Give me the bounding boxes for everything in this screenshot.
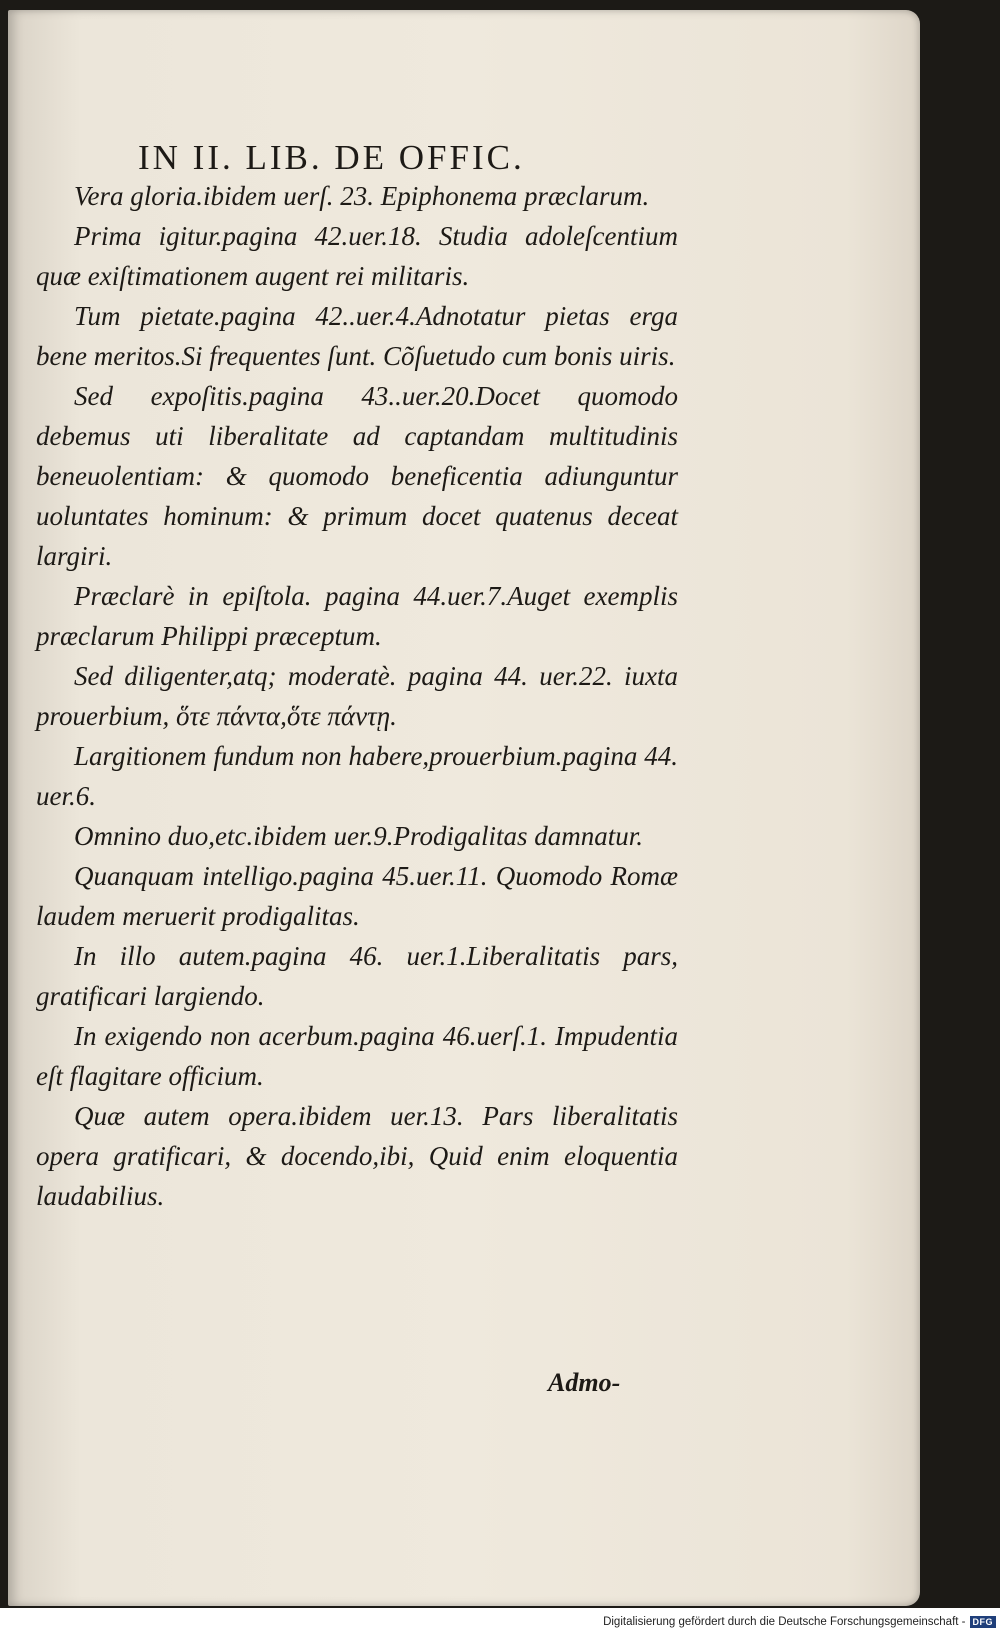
- index-entry: In exigendo non acerbum.pagina 46.uerſ.1. Impudentia eſt flagitare officium.: [36, 1021, 678, 1091]
- index-entry: Sed expoſitis.pagina 43..uer.20.Docet quomodo debemus uti liberalitate ad captandam multitudinis beneuolentiam: & quomodo beneficentia adiunguntur uoluntates hominum: & primum docet quatenus deceat largiri.: [36, 381, 678, 571]
- running-header: IN II. LIB. DE OFFIC.: [138, 138, 525, 177]
- index-entry: Sed diligenter,atq; moderatè. pagina 44. uer.22. iuxta prouerbium, ὅτε πάντα,ὅτε πάντῃ.: [36, 661, 678, 731]
- index-entry: Prima igitur.pagina 42.uer.18. Studia adoleſcentium quæ exiſtimationem augent rei militaris.: [36, 221, 678, 291]
- index-entry: Præclarè in epiſtola. pagina 44.uer.7.Auget exemplis præclarum Philippi præceptum.: [36, 581, 678, 651]
- index-entry: Vera gloria.ibidem uerſ. 23. Epiphonema præclarum.: [74, 181, 650, 211]
- index-entry: Quæ autem opera.ibidem uer.13. Pars liberalitatis opera gratificari, & docendo,ibi, Quid enim eloquentia laudabilius.: [36, 1101, 678, 1211]
- catchword: Admo-: [548, 1368, 621, 1397]
- digitization-footer: [0, 1612, 996, 1632]
- index-entry: In illo autem.pagina 46. uer.1.Liberalitatis pars, gratificari largiendo.: [36, 941, 678, 1011]
- footer-credit: Digitalisierung gefördert durch die Deutsche Forschungsgemeinschaft -: [603, 1616, 966, 1628]
- index-entry: Tum pietate.pagina 42..uer.4.Adnotatur pietas erga bene meritos.Si frequentes ſunt. Cõſuetudo cum bonis uiris.: [36, 301, 678, 371]
- dfg-logo-icon: DFG: [970, 1616, 997, 1628]
- index-entry: Quanquam intelligo.pagina 45.uer.11. Quomodo Romæ laudem meruerit prodigalitas.: [36, 861, 678, 931]
- index-entry: Largitionem fundum non habere,prouerbium.pagina 44. uer.6.: [36, 741, 678, 811]
- index-entry: Omnino duo,etc.ibidem uer.9.Prodigalitas damnatur.: [74, 821, 643, 851]
- book-page: [8, 10, 920, 1606]
- page-text: [36, 176, 678, 1216]
